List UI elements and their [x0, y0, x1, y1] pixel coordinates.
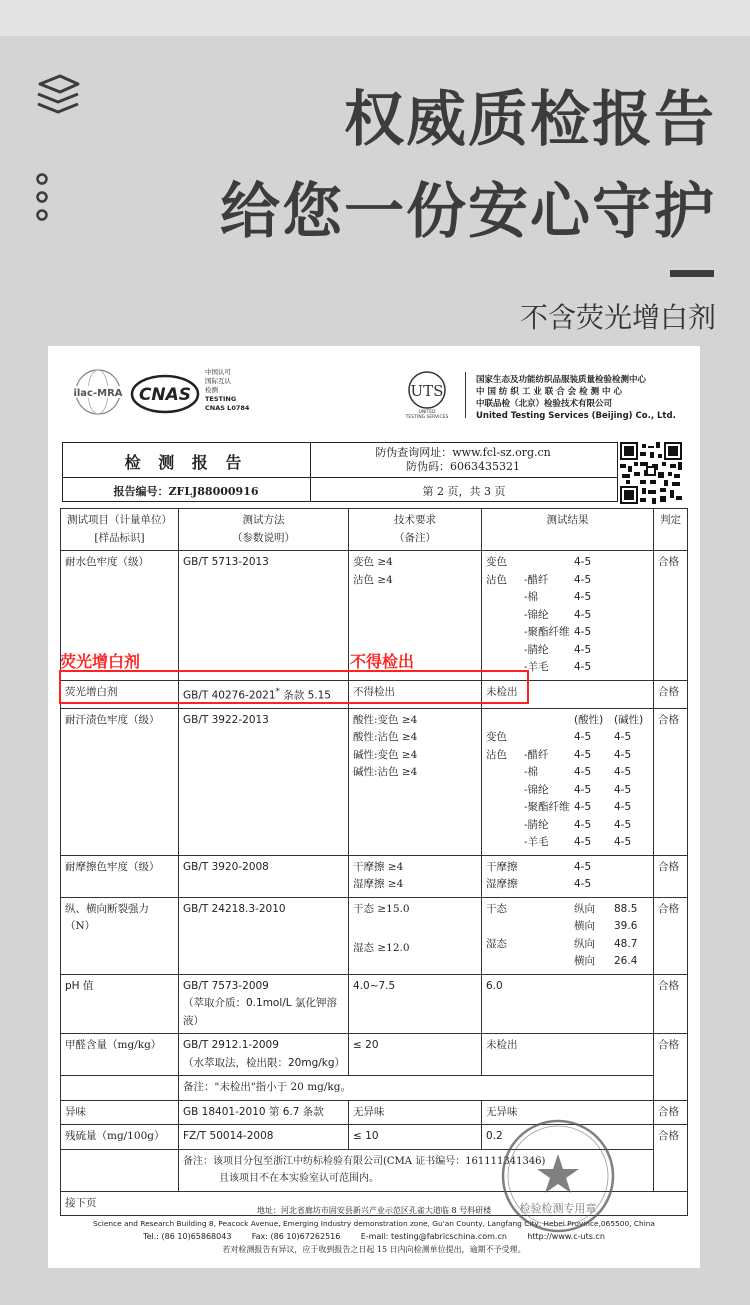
result-value: 沾色 [486, 748, 507, 761]
result-value: 干态 [486, 902, 507, 915]
result-cell [482, 897, 654, 974]
cnas-line: TESTING [205, 395, 237, 403]
header-cell: 测试方法 （参数说明） [179, 509, 349, 551]
result-value: 湿摩擦 [486, 878, 518, 890]
result-value [614, 876, 654, 894]
method-cell: GB/T 5713-2013 [179, 551, 349, 681]
result-value: 4-5 [574, 591, 592, 603]
item-cell: 异味 [61, 1100, 179, 1125]
hero-divider [670, 270, 714, 277]
table-note-row [61, 1076, 688, 1101]
highlight-box [59, 670, 529, 704]
result-value: 4-5 [574, 556, 592, 568]
result-value [486, 834, 524, 852]
result-value: -聚酯纤维 [524, 626, 570, 638]
method-cell: GB/T 2912.1-2009 （水萃取法，检出限：20mg/kg） [179, 1034, 349, 1076]
test-results-table [60, 508, 688, 1216]
result-value: 4-5 [574, 748, 592, 761]
result-value: 4-5 [614, 818, 632, 831]
lab-name-line: 国家生态及功能纺织品服装质量检验检测中心 [476, 375, 647, 385]
result-value: 4-5 [614, 783, 632, 796]
cnas-line: 检测 [205, 386, 218, 394]
result-value [486, 918, 524, 936]
result-cell: 0.2 [482, 1125, 654, 1150]
footer-address-en: Science and Research Building 8, Peacock Avenue, Emerging Industry demonstration zone, Gu'an County, Langfang City, Hebei Province,065500, China [93, 1219, 655, 1228]
result-value: -锦纶 [524, 783, 549, 796]
result-value [524, 859, 574, 877]
result-value [614, 624, 654, 642]
verdict-cell: 合格 [654, 680, 688, 708]
result-value: 4-5 [614, 731, 632, 743]
requirement-cell: 酸性:变色 ≥4 酸性:沾色 ≥4 碱性:变色 ≥4 碱性:沾色 ≥4 [349, 708, 482, 855]
result-cell: 6.0 [482, 974, 654, 1034]
item-cell: 甲醛含量（mg/kg） [61, 1034, 179, 1076]
result-value: 横向 [574, 955, 595, 967]
cnas-accreditation-text [205, 368, 249, 413]
result-value: -醋纤 [524, 573, 549, 586]
result-value: 4-5 [574, 801, 592, 813]
continued-cell: 接下页 [61, 1191, 688, 1216]
result-value: 26.4 [614, 955, 638, 967]
result-value: 4-5 [614, 801, 632, 813]
footer-contact: Tel.: (86 10)65868043 Fax: (86 10)67262516 E-mail: testing@fabricschina.com.cn http://www.c-uts.cn [143, 1232, 605, 1241]
result-value: 4-5 [574, 731, 592, 743]
item-cell: 残硫量（mg/100g） [61, 1125, 179, 1150]
lab-names [476, 374, 676, 422]
method-cell: GB/T 40276-2021* 条款 5.15 [179, 680, 349, 708]
result-value: 4-5 [574, 608, 592, 621]
result-value: 4-5 [574, 783, 592, 796]
empty-cell [61, 1076, 179, 1101]
result-cell: 未检出 [482, 680, 654, 708]
table-row [61, 855, 688, 897]
result-value [614, 554, 654, 572]
result-value: 4-5 [574, 661, 592, 673]
result-value: 88.5 [614, 902, 638, 915]
result-value: 湿态 [486, 937, 507, 950]
result-value: 4-5 [574, 766, 592, 778]
result-value: 4-5 [574, 573, 592, 586]
result-value: -锦纶 [524, 608, 549, 621]
result-value: -聚酯纤维 [524, 801, 570, 813]
dots-icon [35, 172, 49, 222]
verdict-cell: 合格 [654, 1034, 688, 1101]
cnas-line: 国际互认 [205, 377, 231, 385]
top-band [0, 0, 750, 36]
result-value: -腈纶 [524, 643, 549, 656]
item-cell: 耐摩擦色牢度（级） [61, 855, 179, 897]
result-value: 纵向 [574, 902, 595, 915]
result-value [524, 554, 574, 572]
result-value: 4-5 [574, 818, 592, 831]
method-cell: GB/T 3920-2008 [179, 855, 349, 897]
verdict-cell: 合格 [654, 897, 688, 974]
result-value [614, 642, 654, 660]
result-value [614, 859, 654, 877]
logo-divider [465, 372, 466, 418]
result-value: -棉 [524, 591, 539, 603]
hero-title: 权威质检报告 [344, 85, 716, 155]
table-row [61, 974, 688, 1034]
page-number: 第 2 页，共 3 页 [422, 485, 506, 498]
svg-text:检验检测专用章: 检验检测专用章 [519, 1202, 597, 1215]
table-header-row [61, 509, 688, 551]
result-value: -羊毛 [524, 661, 549, 673]
item-cell: 耐水色牢度（级） [61, 551, 179, 681]
result-value [486, 953, 524, 971]
lab-name-line: 中 国 纺 织 工 业 联 合 会 检 测 中 心 [476, 387, 623, 397]
anti-counterfeit-url: 防伪查询网址：www.fcl-sz.org.cn [375, 446, 551, 459]
ilac-mra-logo [70, 368, 126, 418]
result-value: 4-5 [614, 836, 632, 848]
report-number: 报告编号：ZFLJ88000916 [113, 485, 259, 498]
hero-subtitle: 给您一份安心守护 [220, 177, 716, 247]
lab-name-line: 中联品检（北京）检验技术有限公司 [476, 399, 613, 409]
svg-text:UNITED: UNITED [418, 410, 436, 415]
empty-cell [61, 1149, 179, 1191]
result-value [524, 918, 574, 936]
result-value: -腈纶 [524, 818, 549, 831]
requirement-cell: 变色 ≥4 沾色 ≥4 [349, 551, 482, 681]
result-value [614, 607, 654, 625]
result-value [486, 799, 524, 817]
official-seal-stamp [500, 1118, 616, 1234]
result-value: 变色 [486, 556, 507, 568]
result-value: 4-5 [614, 766, 632, 778]
requirement-cell: 4.0~7.5 [349, 974, 482, 1034]
result-cell [482, 708, 654, 855]
hero-note: 不含荧光增白剂 [519, 301, 716, 334]
item-cell: 纵、横向断裂强力 （N） [61, 897, 179, 974]
result-cell [482, 855, 654, 897]
svg-text:TESTING SERVICES: TESTING SERVICES [405, 415, 449, 420]
svg-text:CNAS: CNAS [138, 385, 192, 405]
verdict-cell: 合格 [654, 1100, 688, 1125]
result-value: 4-5 [614, 748, 632, 761]
requirement-cell: 不得检出 [349, 680, 482, 708]
uts-logo [396, 368, 458, 420]
table-row [61, 897, 688, 974]
result-value: 纵向 [574, 937, 595, 950]
qr-code-icon [620, 442, 682, 504]
result-cell: 无异味 [482, 1100, 654, 1125]
note-cell: 备注：该项目分包至浙江中纺标检验有限公司(CMA 证书编号：161111341346) 且该项目不在本实验室认可范围内。 [179, 1149, 654, 1191]
result-value [524, 712, 574, 730]
header-divider [62, 477, 618, 478]
result-value [486, 712, 524, 730]
result-value [524, 901, 574, 919]
result-value: 4-5 [574, 836, 592, 848]
anti-counterfeit-code: 防伪码：6063435321 [406, 460, 520, 473]
result-value [614, 659, 654, 677]
result-value: 4-5 [574, 643, 592, 656]
cnas-logo [130, 374, 200, 414]
footer-address-cn: 地址：河北省廊坊市固安县新兴产业示范区孔雀大道临 8 号科研楼 [256, 1206, 492, 1215]
item-cell: 荧光增白剂 [61, 680, 179, 708]
lab-name-line: United Testing Services (Beijing) Co., Ltd. [476, 411, 676, 421]
result-value: 干摩擦 [486, 860, 518, 873]
result-value: -棉 [524, 766, 539, 778]
requirement-cell: 无异味 [349, 1100, 482, 1125]
result-value: 沾色 [486, 573, 507, 586]
method-cell: GB/T 3922-2013 [179, 708, 349, 855]
method-cell: GB/T 7573-2009 （萃取介质：0.1mol/L 氯化钾溶液） [179, 974, 349, 1034]
result-value [524, 876, 574, 894]
result-value [486, 589, 524, 607]
result-value: (碱性) [614, 713, 644, 726]
result-value [524, 936, 574, 954]
result-value [614, 589, 654, 607]
result-value [486, 624, 524, 642]
highlight-label-left: 荧光增白剂 [60, 652, 141, 671]
result-value [524, 729, 574, 747]
result-value: -醋纤 [524, 748, 549, 761]
footer-disclaimer: 若对检测报告有异议，应于收到报告之日起 15 日内向检测单位提出，逾期不予受理。 [222, 1245, 526, 1254]
verdict-cell: 合格 [654, 708, 688, 855]
result-value: 39.6 [614, 920, 638, 932]
requirement-cell: ≤ 10 [349, 1125, 482, 1150]
verdict-cell: 合格 [654, 855, 688, 897]
result-value: 4-5 [574, 626, 592, 638]
svg-text:ilac-MRA: ilac-MRA [73, 388, 123, 399]
highlight-label-right: 不得检出 [350, 652, 415, 671]
method-cell: FZ/T 50014-2008 [179, 1125, 349, 1150]
result-value [486, 764, 524, 782]
requirement-cell: ≤ 20 [349, 1034, 482, 1076]
method-cell: GB 18401-2010 第 6.7 条款 [179, 1100, 349, 1125]
table-row [61, 708, 688, 855]
requirement-cell: 干摩擦 ≥4 湿摩擦 ≥4 [349, 855, 482, 897]
cnas-line: CNAS L0784 [205, 404, 250, 412]
result-value [614, 572, 654, 590]
method-cell: GB/T 24218.3-2010 [179, 897, 349, 974]
result-value: 变色 [486, 731, 507, 743]
result-value: -羊毛 [524, 836, 549, 848]
result-value [486, 782, 524, 800]
result-cell: 未检出 [482, 1034, 654, 1076]
header-cell: 测试结果 [482, 509, 654, 551]
table-row [61, 1034, 688, 1076]
result-value [486, 642, 524, 660]
result-value [486, 817, 524, 835]
anti-counterfeit-info [318, 446, 608, 474]
result-value: 4-5 [574, 878, 592, 890]
verdict-cell: 合格 [654, 974, 688, 1034]
item-cell: 耐汗渍色牢度（级） [61, 708, 179, 855]
layers-icon [34, 70, 82, 122]
requirement-cell: 干态 ≥15.0 湿态 ≥12.0 [349, 897, 482, 974]
result-value: (酸性) [574, 713, 604, 726]
svg-text:UTS: UTS [410, 382, 444, 400]
header-cell: 判定 [654, 509, 688, 551]
header-cell: 测试项目（计量单位） [样品标识] [61, 509, 179, 551]
item-cell: pH 值 [61, 974, 179, 1034]
report-title: 检 测 报 告 [124, 453, 248, 472]
result-value: 4-5 [574, 860, 592, 873]
cnas-line: 中国认可 [205, 368, 231, 376]
result-cell [482, 551, 654, 681]
verdict-cell: 合格 [654, 1125, 688, 1192]
result-value [524, 953, 574, 971]
verdict-cell: 合格 [654, 551, 688, 681]
note-cell: 备注："未检出"指小于 20 mg/kg。 [179, 1076, 654, 1101]
result-value: 48.7 [614, 937, 638, 950]
header-cell: 技术要求 （备注） [349, 509, 482, 551]
result-value [486, 607, 524, 625]
result-value: 横向 [574, 920, 595, 932]
